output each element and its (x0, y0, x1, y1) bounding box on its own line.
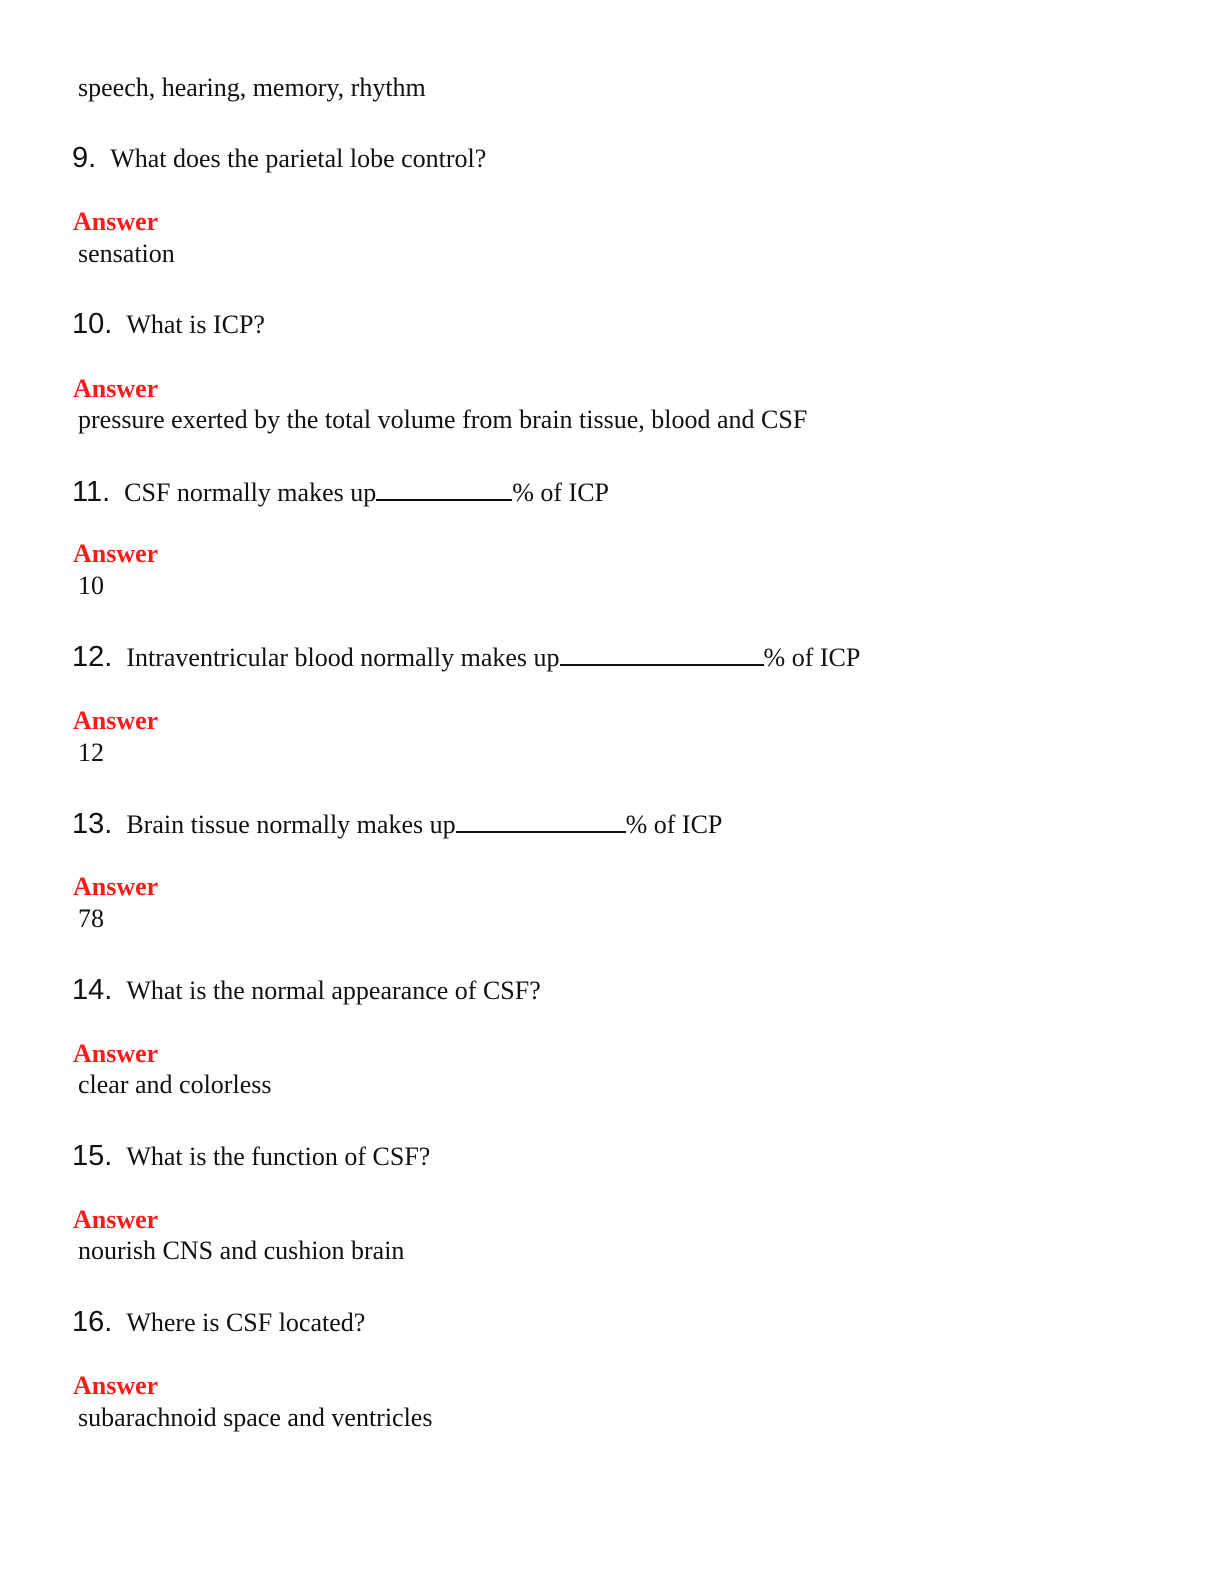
question-number: 11. (72, 476, 111, 508)
answer-label: Answer (73, 207, 159, 236)
question-12 (72, 641, 860, 674)
question-text: What is the function of CSF? (126, 1142, 431, 1171)
question-15 (72, 1140, 430, 1173)
question-16 (72, 1306, 365, 1339)
answer-text: pressure exerted by the total volume from brain tissue, blood and CSF (78, 405, 808, 434)
question-number: 13. (72, 808, 113, 840)
question-number: 15. (72, 1140, 113, 1172)
carryover-answer-text: speech, hearing, memory, rhythm (78, 73, 426, 102)
answer-label: Answer (73, 706, 159, 735)
question-suffix: % of ICP (512, 478, 610, 507)
question-number: 14. (72, 974, 113, 1006)
question-number: 10. (72, 308, 113, 340)
question-13 (72, 808, 722, 841)
question-text: Where is CSF located? (126, 1308, 366, 1337)
question-number: 9. (72, 142, 97, 174)
question-number: 12. (72, 641, 113, 673)
answer-label: Answer (73, 872, 159, 901)
answer-text: nourish CNS and cushion brain (78, 1236, 405, 1265)
question-suffix: % of ICP (763, 643, 861, 672)
question-10 (72, 308, 265, 341)
answer-text: subarachnoid space and ventricles (78, 1403, 433, 1432)
answer-label: Answer (73, 1371, 159, 1400)
answer-text: sensation (78, 239, 175, 268)
question-suffix: % of ICP (625, 810, 723, 839)
question-14 (72, 974, 541, 1007)
answer-label: Answer (73, 1039, 159, 1068)
question-text: Intraventricular blood normally makes up (126, 643, 560, 672)
answer-text: 12 (78, 738, 104, 767)
question-text: What is ICP? (126, 310, 265, 339)
answer-text: 78 (78, 904, 104, 933)
question-text: Brain tissue normally makes up (126, 810, 456, 839)
question-text: CSF normally makes up (124, 478, 377, 507)
answer-text: 10 (78, 571, 104, 600)
answer-label: Answer (73, 1205, 159, 1234)
question-number: 16. (72, 1306, 113, 1338)
answer-text: clear and colorless (78, 1070, 272, 1099)
answer-label: Answer (73, 374, 159, 403)
fill-in-blank (560, 642, 764, 666)
answer-label: Answer (73, 539, 159, 568)
fill-in-blank (376, 477, 512, 501)
question-text: What is the normal appearance of CSF? (126, 976, 541, 1005)
question-9 (72, 142, 486, 175)
question-text: What does the parietal lobe control? (110, 144, 487, 173)
fill-in-blank (456, 809, 626, 833)
question-11 (72, 476, 609, 509)
